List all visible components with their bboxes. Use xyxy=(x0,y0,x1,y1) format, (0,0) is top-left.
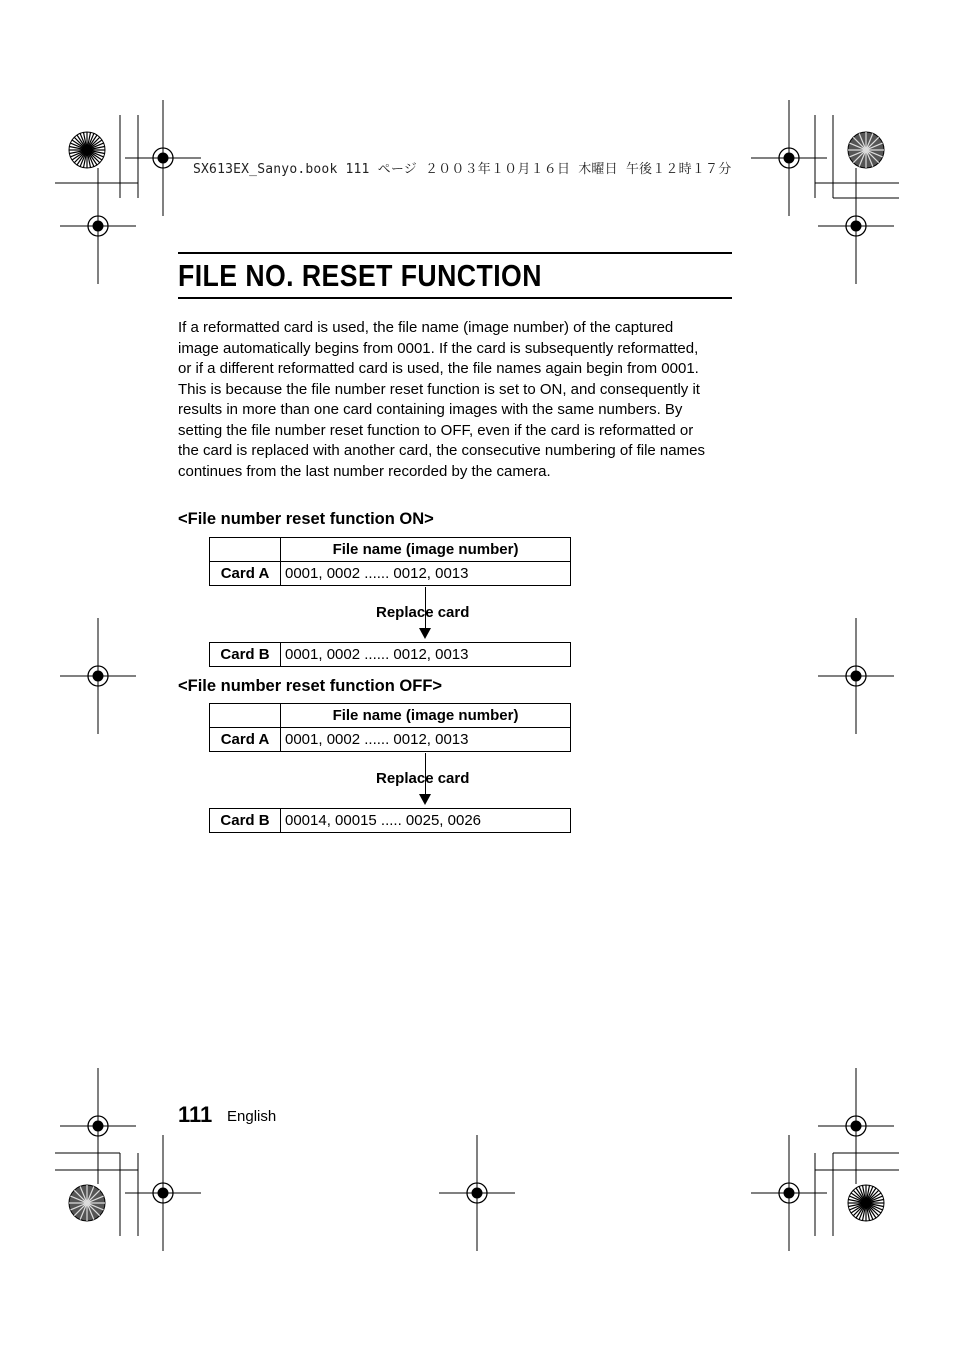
card-b-value: 0001, 0002 ...... 0012, 0013 xyxy=(281,643,571,667)
section-off-heading: <File number reset function OFF> xyxy=(178,677,443,695)
title-rule-top xyxy=(178,252,732,254)
paragraph-line: the card is replaced with another card, the consecutive numbering of file names xyxy=(178,442,705,459)
paragraph-line: image automatically begins from 0001. If the card is subsequently reformatted, xyxy=(178,339,699,357)
page-language: English xyxy=(227,1108,277,1125)
card-b-label: Card B xyxy=(210,809,281,833)
paragraph-line: continues from the last number recorded by the camera. xyxy=(178,462,551,480)
card-b-label: Card B xyxy=(210,643,281,667)
body-paragraph xyxy=(178,318,738,482)
paragraph-line: If a reformatted card is used, the file name (image number) of the captured xyxy=(178,319,674,336)
paragraph-line: This is because the file number reset function is set to ON, and consequently it xyxy=(178,380,700,398)
section-on-heading: <File number reset function ON> xyxy=(178,510,434,528)
page-title: FILE NO. RESET FUNCTION xyxy=(178,258,542,293)
paragraph-line: results in more than one card containing images with the same numbers. By xyxy=(178,401,683,418)
card-a-value: 0001, 0002 ...... 0012, 0013 xyxy=(281,728,571,752)
card-a-label: Card A xyxy=(210,728,281,752)
column-header: File name (image number) xyxy=(281,704,571,728)
column-header: File name (image number) xyxy=(281,538,571,562)
section-on-card-b-table xyxy=(209,642,571,667)
card-a-value: 0001, 0002 ...... 0012, 0013 xyxy=(281,562,571,586)
replace-card-label: Replace card xyxy=(376,604,470,621)
paragraph-line: setting the file number reset function to OFF, even if the card is reformatted or xyxy=(178,421,694,439)
down-arrow-icon xyxy=(419,794,431,805)
print-header-line: SX613EX_Sanyo.book 111 ページ ２００３年１０月１６日 木曜日 午後１２時１７分 xyxy=(193,162,732,177)
card-b-value: 00014, 00015 ..... 0025, 0026 xyxy=(281,809,571,833)
title-rule-bottom xyxy=(178,297,732,299)
empty-header-cell xyxy=(210,704,281,728)
empty-header-cell xyxy=(210,538,281,562)
down-arrow-icon xyxy=(419,628,431,639)
replace-card-label: Replace card xyxy=(376,770,470,787)
page-number: 111 xyxy=(178,1102,213,1127)
card-a-label: Card A xyxy=(210,562,281,586)
section-on-card-a-table xyxy=(209,537,571,586)
section-off-card-a-table xyxy=(209,703,571,752)
section-off-card-b-table xyxy=(209,808,571,833)
paragraph-line: or if a different reformatted card is used, the file names again begin from 0001. xyxy=(178,360,699,377)
